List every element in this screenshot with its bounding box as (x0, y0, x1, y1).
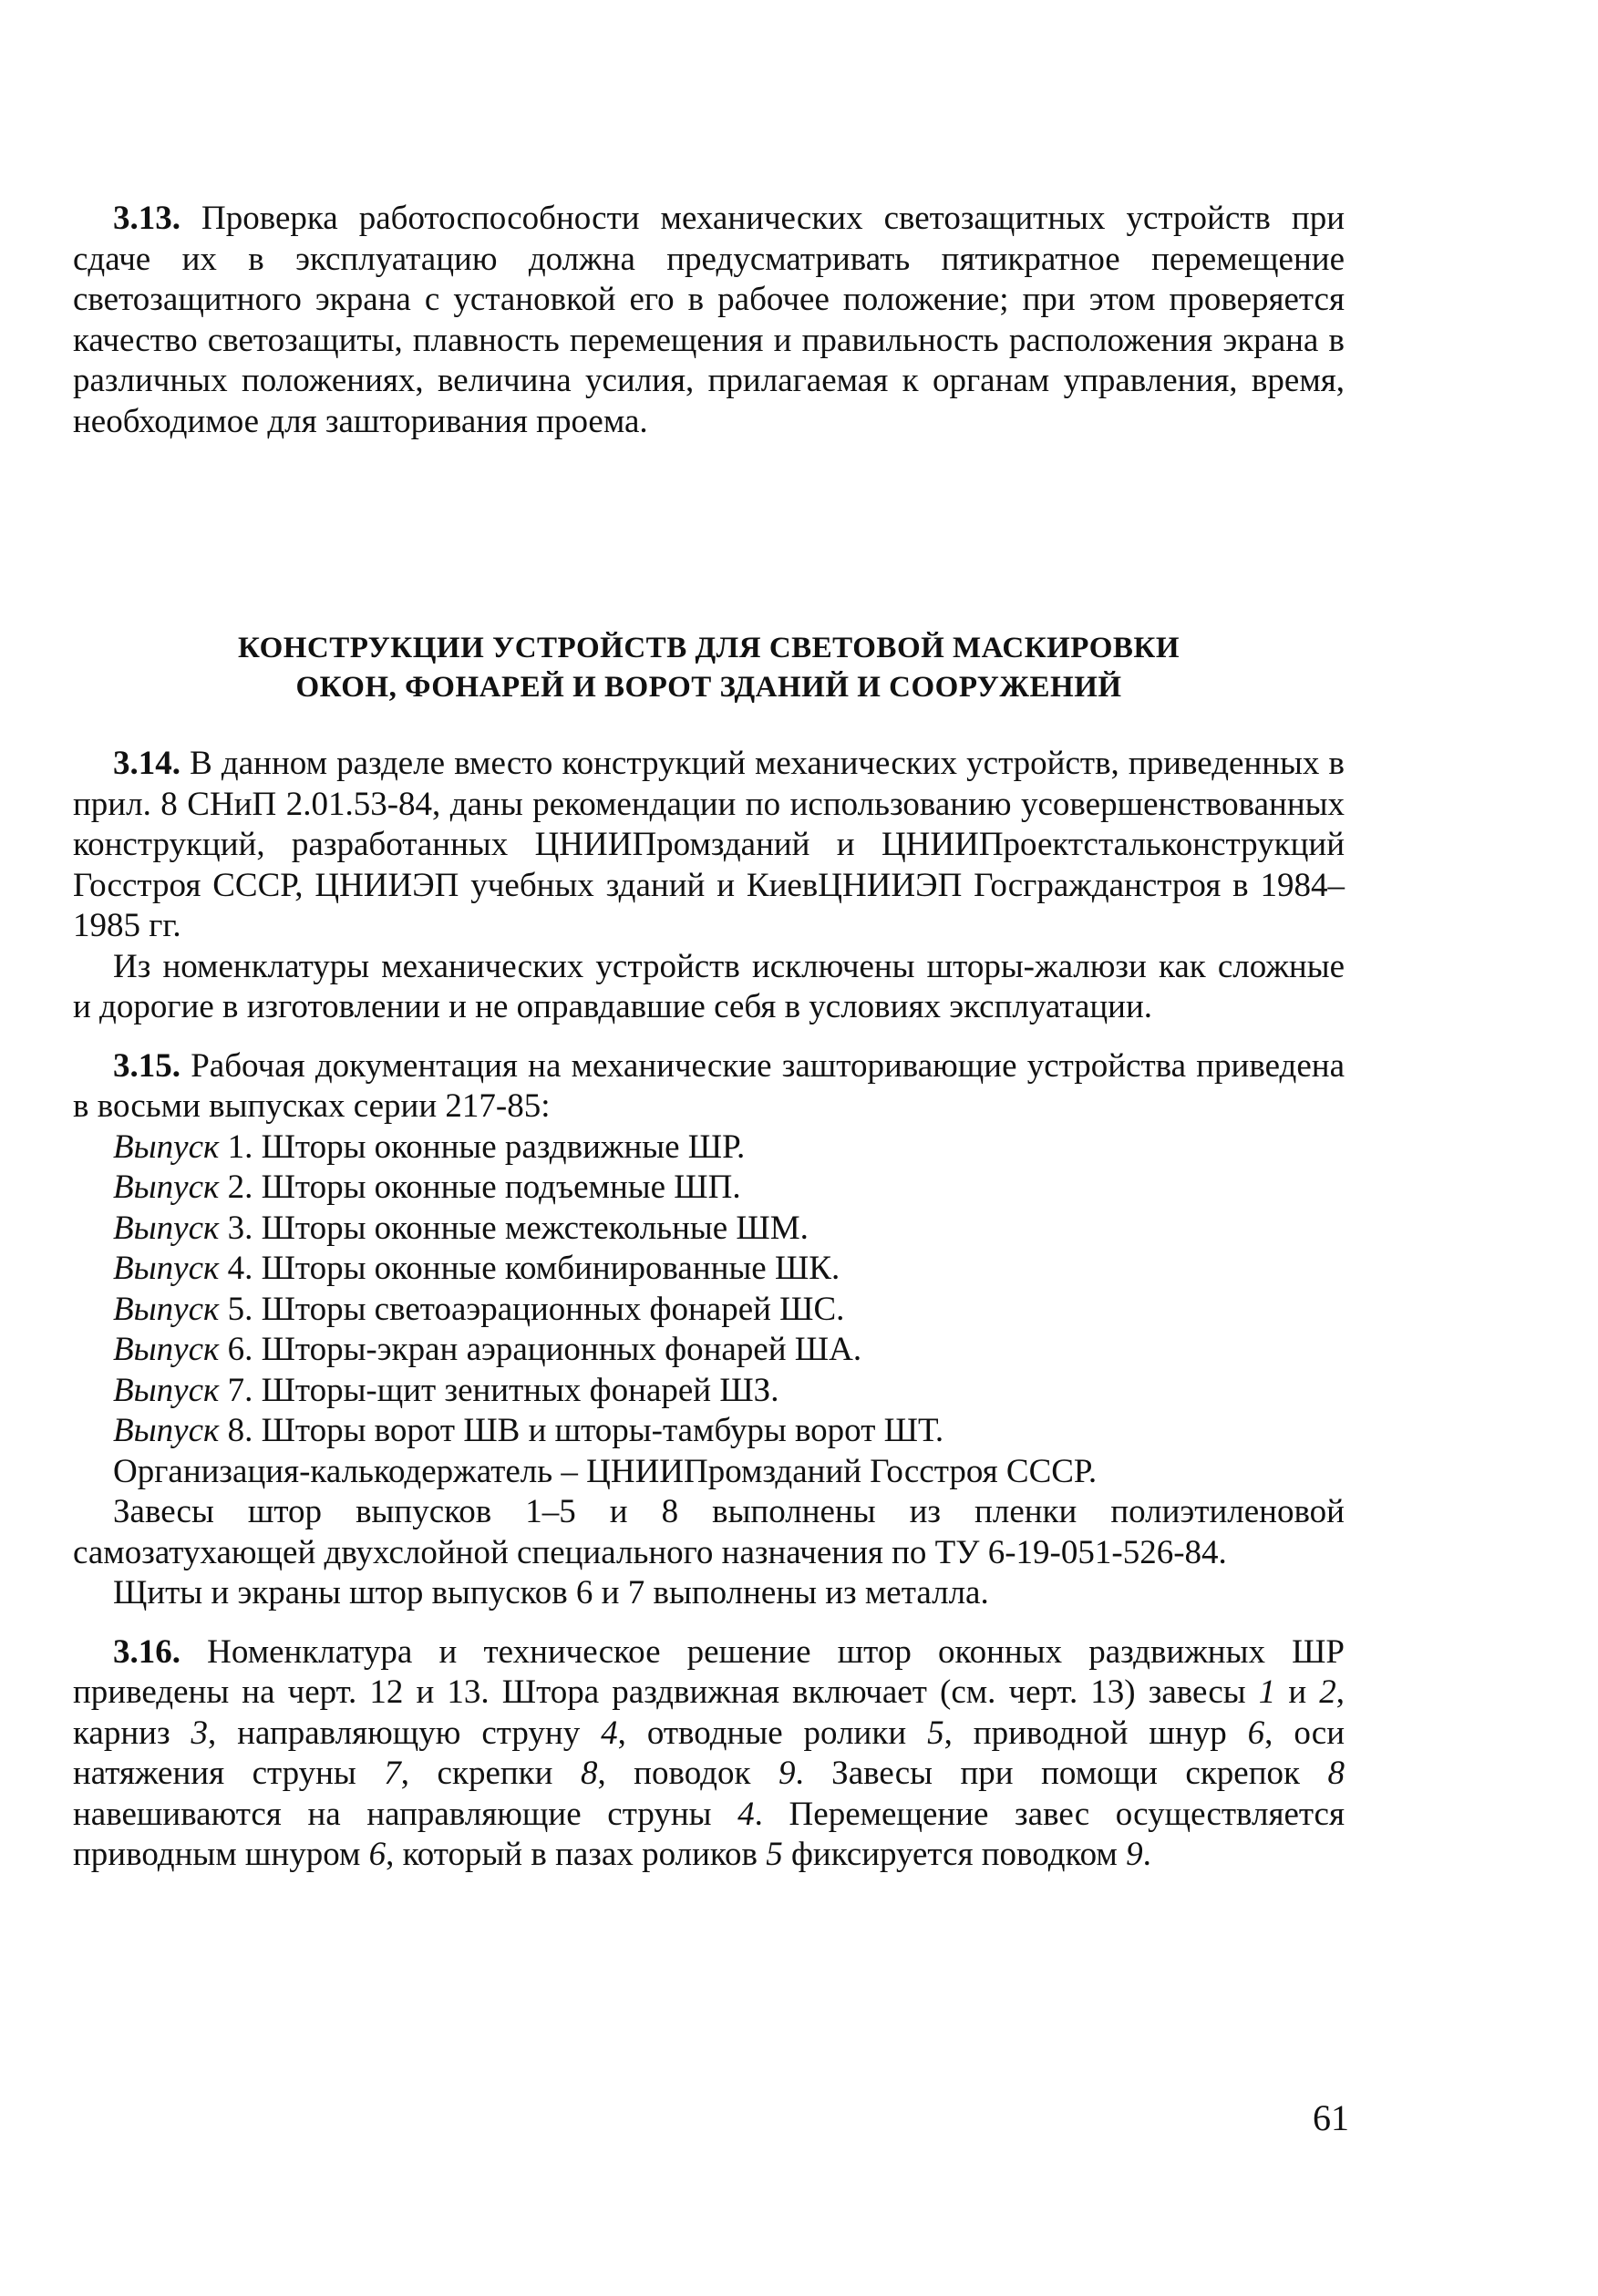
part-ref: 3 (191, 1714, 209, 1752)
issue-label: Выпуск (113, 1209, 220, 1247)
paragraph-3-13 (73, 199, 1345, 442)
issue-number: 4. (227, 1250, 253, 1287)
issue-text: Шторы-щит зенитных фонарей ШЗ. (261, 1371, 779, 1409)
section-3-13 (73, 199, 1345, 442)
paragraph-3-14-b: Из номенклатуры механических устройств исключены шторы-жалюзи как сложные и дорогие в изготовлении и не оправдавшие себя в условиях эксплуатации. (73, 947, 1345, 1025)
part-ref: 8 (580, 1755, 598, 1792)
text-run: навешиваются на направляющие струны (73, 1795, 738, 1833)
text-run: , оси натяжения струны (73, 1714, 1345, 1792)
main-text (73, 744, 1345, 1876)
part-ref: 4 (737, 1795, 755, 1833)
holder-line: Организация-калькодержатель – ЦНИИПромзданий Госстроя СССР. (113, 1452, 1098, 1490)
heading-line-1: КОНСТРУКЦИИ УСТРОЙСТВ ДЛЯ СВЕТОВОЙ МАСКИРОВКИ (237, 632, 1180, 664)
paragraph-text: Рабочая документация на механические зашторивающие устройства приведена в восьми выпусках серии 217-85: (73, 1046, 1345, 1125)
shields-paragraph: Щиты и экраны штор выпусков 6 и 7 выполнены из металла. (113, 1574, 989, 1611)
part-ref: 7 (384, 1755, 401, 1792)
issue-label: Выпуск (113, 1169, 220, 1206)
text-run: фиксируется поводком (782, 1836, 1127, 1873)
issue-text: Шторы оконные межстекольные ШМ. (261, 1209, 809, 1247)
part-ref: 8 (1327, 1755, 1345, 1792)
issue-item (73, 1411, 1345, 1452)
issue-number: 1. (227, 1127, 253, 1166)
paragraph-text: В данном разделе вместо конструкций механических устройств, приведенных в прил. 8 СНиП 2.01.53-84, даны рекомендации по использованию усовершенствованных конструкций, разработанных ЦНИИПромзданий и ЦНИИПроектстальконструкций Госстроя СССР, ЦНИИЭП учебных зданий и КиевЦНИИЭП Госгражданстроя в 1984–1985 гг. (73, 745, 1345, 944)
part-ref: 6 (1247, 1714, 1265, 1752)
curtains-paragraph: Завесы штор выпусков 1–5 и 8 выполнены из пленки полиэтиленовой самозатухающей двухслойной специального назначения по ТУ 6-19-051-526-84. (73, 1493, 1345, 1571)
issue-number: 6. (227, 1331, 253, 1368)
issue-label: Выпуск (113, 1290, 220, 1328)
section-heading (73, 629, 1345, 707)
text-run: , приводной шнур (943, 1714, 1248, 1752)
issue-label: Выпуск (113, 1371, 220, 1409)
heading-line-2: ОКОН, ФОНАРЕЙ И ВОРОТ ЗДАНИЙ И СООРУЖЕНИЙ (295, 671, 1122, 704)
part-ref: 4 (601, 1714, 618, 1752)
issue-text: Шторы оконные раздвижные ШР. (261, 1127, 746, 1166)
issue-text: Шторы светоаэрационных фонарей ШС. (261, 1290, 845, 1328)
issue-text: Шторы ворот ШВ и шторы-тамбуры ворот ШТ. (261, 1412, 944, 1449)
spacer (73, 1614, 1345, 1632)
section-number: 3.15. (113, 1046, 180, 1085)
issue-number: 8. (227, 1412, 253, 1449)
issue-number: 5. (227, 1290, 253, 1328)
part-ref: 5 (766, 1836, 783, 1873)
text-run: , который в пазах роликов (386, 1836, 767, 1873)
issue-item (73, 1249, 1345, 1290)
issue-item (73, 1371, 1345, 1412)
issue-label: Выпуск (113, 1412, 220, 1449)
issue-label: Выпуск (113, 1127, 220, 1166)
page-number: 61 (1313, 2097, 1349, 2138)
issue-number: 7. (227, 1371, 253, 1409)
part-ref: 5 (927, 1714, 944, 1752)
part-ref: 6 (368, 1836, 387, 1873)
issue-item (73, 1168, 1345, 1209)
section-number: 3.13. (113, 200, 180, 237)
issue-label: Выпуск (113, 1331, 220, 1368)
text-run: и (1275, 1673, 1320, 1711)
text-run: . Перемещение завес осуществляется приводным шнуром (73, 1795, 1345, 1873)
text-run: , карниз (73, 1673, 1345, 1752)
issue-item (73, 1127, 1345, 1169)
text-run: . (1142, 1836, 1151, 1873)
text-run: , поводок (597, 1755, 778, 1792)
issue-item (73, 1330, 1345, 1371)
spacer (73, 1028, 1345, 1046)
issue-item (73, 1290, 1345, 1331)
part-ref: 1 (1258, 1673, 1276, 1711)
issues-list (73, 1127, 1345, 1452)
issue-number: 3. (227, 1209, 253, 1247)
part-ref: 9 (1126, 1836, 1143, 1873)
issue-item (73, 1209, 1345, 1250)
paragraph-3-14 (73, 744, 1345, 947)
paragraph-3-15 (73, 1046, 1345, 1127)
text-run: Номенклатура и техническое решение штор оконных раздвижных ШР приведены на черт. 12 и 13. Штора раздвижная включает (см. черт. 13) завесы (73, 1632, 1345, 1711)
text-run: , скрепки (400, 1755, 581, 1792)
part-ref: 9 (778, 1755, 796, 1792)
text-run: , отводные ролики (617, 1714, 928, 1752)
issue-label: Выпуск (113, 1250, 220, 1287)
paragraph-text: Проверка работоспособности механических светозащитных устройств при сдаче их в эксплуатацию должна предусматривать пятикратное перемещение светозащитного экрана с установкой его в рабочее положение; при этом проверяется качество светозащиты, плавность перемещения и правильность расположения экрана в различных положениях, величина усилия, прилагаемая к органам управления, время, необходимое для зашторивания проема. (73, 200, 1345, 440)
issue-text: Шторы оконные комбинированные ШК. (261, 1250, 840, 1287)
paragraph-3-16 (73, 1632, 1345, 1876)
issue-text: Шторы-экран аэрационных фонарей ША. (261, 1331, 862, 1368)
part-ref: 2 (1319, 1673, 1336, 1711)
issue-text: Шторы оконные подъемные ШП. (261, 1169, 741, 1206)
section-number: 3.14. (113, 745, 180, 782)
issue-number: 2. (227, 1169, 253, 1206)
text-run: , направляющую струну (208, 1714, 602, 1752)
text-run: . Завесы при помощи скрепок (795, 1755, 1328, 1792)
section-number: 3.16. (113, 1632, 180, 1671)
